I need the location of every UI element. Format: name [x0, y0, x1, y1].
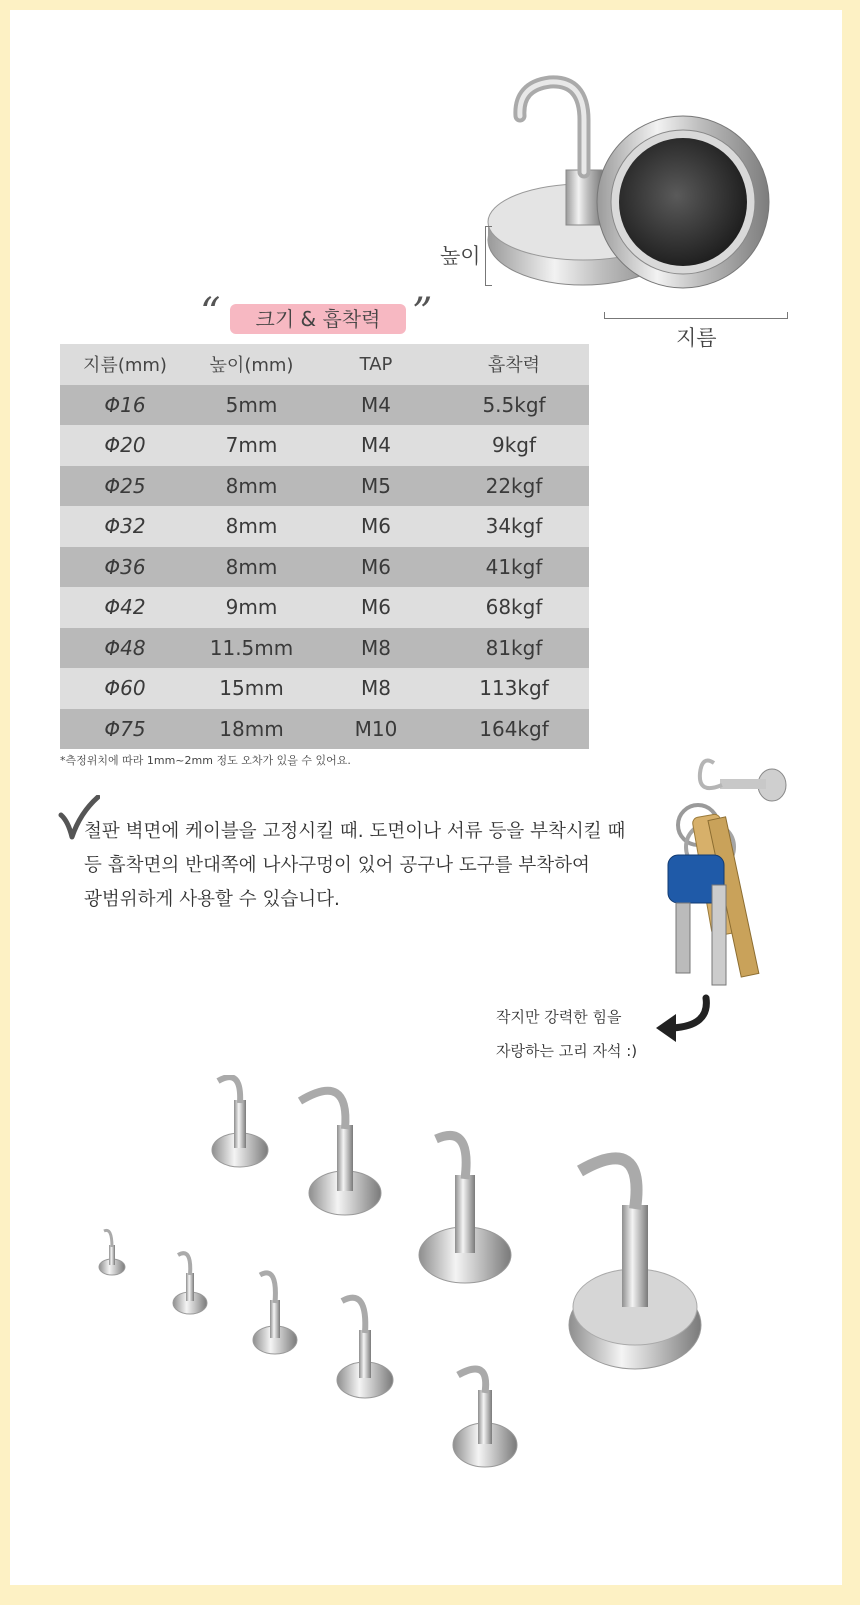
- cell-force: 81kgf: [439, 628, 589, 669]
- section-title-pill: 크기 & 흡착력: [230, 304, 406, 334]
- diameter-label: 지름: [676, 326, 717, 350]
- hook-20mm: [173, 1253, 207, 1314]
- product-hero-image: [478, 60, 798, 320]
- cell-force: 68kgf: [439, 587, 589, 628]
- description-line: 등 흡착면의 반대쪽에 나사구멍이 있어 공구나 도구를 부착하여: [84, 855, 590, 876]
- header-height: 높이(mm): [190, 344, 313, 385]
- table-row: [60, 385, 589, 426]
- table-row: [60, 587, 589, 628]
- table-row: [60, 628, 589, 669]
- cell-height: 8mm: [190, 547, 313, 588]
- header-tap: TAP: [313, 344, 439, 385]
- table-row: [60, 709, 589, 750]
- cell-force: 9kgf: [439, 425, 589, 466]
- cell-height: 18mm: [190, 709, 313, 750]
- cell-height: 8mm: [190, 466, 313, 507]
- section-title: [200, 290, 445, 336]
- cell-tap: M10: [313, 709, 439, 750]
- usage-description: [84, 815, 684, 917]
- hook-42mm: [453, 1369, 517, 1467]
- side-caption-line: 작지만 강력한 힘을: [496, 1008, 622, 1026]
- header-force: 흡착력: [439, 344, 589, 385]
- cell-diameter: Φ42: [60, 587, 190, 628]
- cell-diameter: Φ20: [60, 425, 190, 466]
- table-row: [60, 506, 589, 547]
- hook-size-lineup-image: [60, 1075, 760, 1525]
- cell-force: 113kgf: [439, 668, 589, 709]
- table-row: [60, 547, 589, 588]
- cell-force: 34kgf: [439, 506, 589, 547]
- cell-tap: M6: [313, 587, 439, 628]
- keys-on-hook-image: [650, 755, 795, 1000]
- open-quote-icon: “: [200, 290, 215, 336]
- description-line: 광범위하게 사용할 수 있습니다.: [84, 889, 340, 910]
- cell-height: 15mm: [190, 668, 313, 709]
- table-row: [60, 466, 589, 507]
- height-label: 높이: [440, 244, 481, 268]
- cell-diameter: Φ75: [60, 709, 190, 750]
- cell-diameter: Φ60: [60, 668, 190, 709]
- hook-32mm: [337, 1298, 393, 1398]
- table-row: [60, 425, 589, 466]
- side-caption-line: 자랑하는 고리 자석 :): [496, 1042, 638, 1060]
- hook-25mm: [253, 1273, 297, 1354]
- cell-diameter: Φ36: [60, 547, 190, 588]
- cell-diameter: Φ16: [60, 385, 190, 426]
- table-row: [60, 668, 589, 709]
- cell-force: 22kgf: [439, 466, 589, 507]
- hook-16mm: [99, 1230, 125, 1275]
- description-line: 철판 벽면에 케이블을 고정시킬 때. 도면이나 서류 등을 부착시킬 때: [84, 821, 626, 842]
- cell-tap: M8: [313, 628, 439, 669]
- cell-diameter: Φ32: [60, 506, 190, 547]
- cell-tap: M8: [313, 668, 439, 709]
- cell-force: 5.5kgf: [439, 385, 589, 426]
- cell-force: 41kgf: [439, 547, 589, 588]
- hook-60mm: [419, 1135, 511, 1283]
- close-quote-icon: ”: [412, 290, 427, 336]
- cell-height: 7mm: [190, 425, 313, 466]
- curved-arrow-icon: [650, 992, 712, 1044]
- cell-tap: M6: [313, 547, 439, 588]
- height-guide: [485, 226, 492, 286]
- hook-48mm: [300, 1091, 381, 1215]
- hook-36mm: [212, 1077, 268, 1167]
- cell-height: 5mm: [190, 385, 313, 426]
- cell-height: 9mm: [190, 587, 313, 628]
- diameter-guide: [604, 312, 788, 319]
- header-diameter: 지름(mm): [60, 344, 190, 385]
- spec-table: [60, 344, 589, 749]
- measurement-note: *측정위치에 따라 1mm~2mm 정도 오차가 있을 수 있어요.: [60, 754, 351, 767]
- cell-diameter: Φ48: [60, 628, 190, 669]
- table-header-row: [60, 344, 589, 385]
- cell-diameter: Φ25: [60, 466, 190, 507]
- cell-tap: M4: [313, 425, 439, 466]
- cell-height: 11.5mm: [190, 628, 313, 669]
- side-caption: [496, 1000, 637, 1068]
- cell-tap: M6: [313, 506, 439, 547]
- hook-75mm: [569, 1158, 701, 1369]
- cell-force: 164kgf: [439, 709, 589, 750]
- cell-tap: M5: [313, 466, 439, 507]
- cell-tap: M4: [313, 385, 439, 426]
- cell-height: 8mm: [190, 506, 313, 547]
